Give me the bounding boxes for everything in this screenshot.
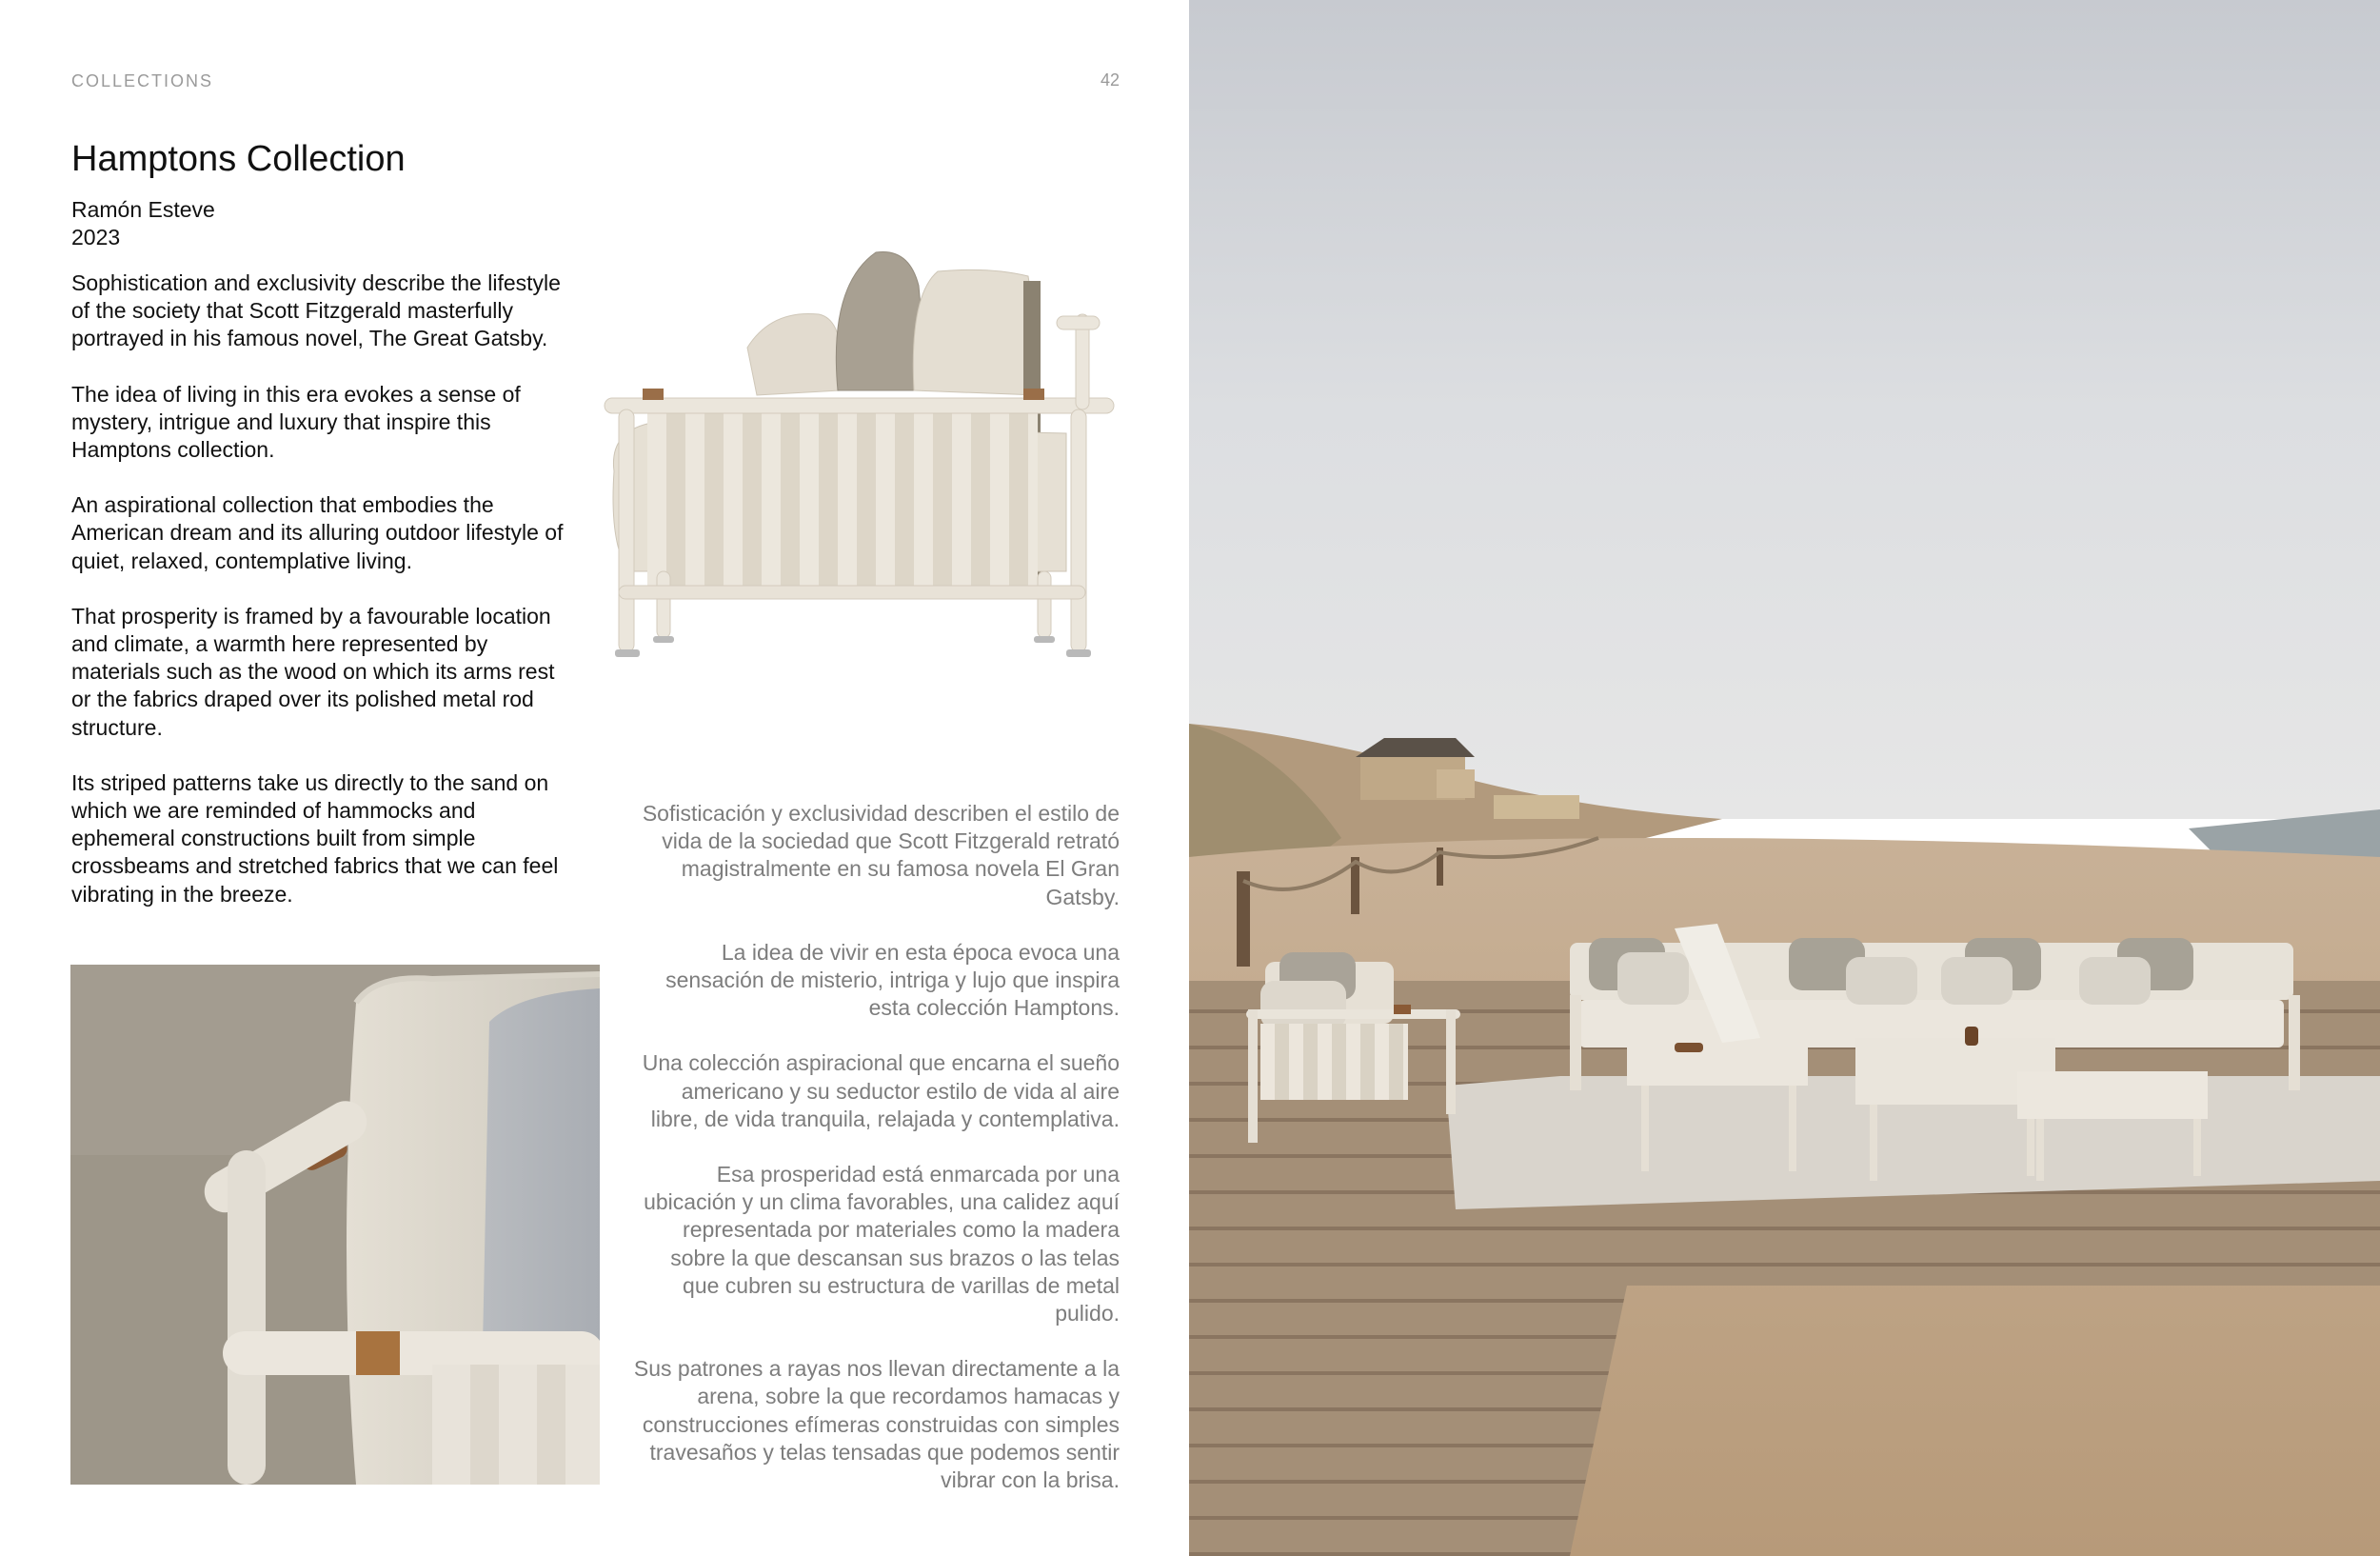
armchair-product-image bbox=[590, 229, 1123, 724]
english-paragraph: That prosperity is framed by a favourable location and climate, a warmth here represented by materials such as the wood on which its arms rest or the fabrics draped over its polished metal rod structure. bbox=[71, 603, 555, 740]
left-page bbox=[0, 0, 1189, 1556]
section-label: COLLECTIONS bbox=[71, 71, 214, 90]
designer-name: Ramón Esteve bbox=[71, 197, 215, 222]
spanish-paragraph: Esa prosperidad está enmarcada por una ubicación y un clima favorables, una calidez aquí representada por materiales como la madera sobre la que descansan sus brazos o las telas que cubren su estructura de varillas de metal pulido. bbox=[644, 1162, 1120, 1327]
english-description bbox=[71, 269, 566, 936]
page-number: 42 bbox=[1100, 70, 1120, 90]
spanish-paragraph: Sus patrones a rayas nos llevan directamente a la arena, sobre la que recordamos hamacas y construcciones efímeras construidas con simples travesaños y telas tensadas que podemos sentir vibrar con la brisa. bbox=[633, 1356, 1120, 1493]
english-paragraph: An aspirational collection that embodies the American dream and its alluring outdoor lifestyle of quiet, relaxed, contemplative living. bbox=[71, 492, 564, 573]
spanish-paragraph: Una colección aspiracional que encarna el sueño americano y su seductor estilo de vida al aire libre, de vida tranquila, relajada y contemplativa. bbox=[642, 1050, 1120, 1131]
spanish-paragraph: La idea de vivir en esta época evoca una sensación de misterio, intriga y lujo que inspira esta colección Hamptons. bbox=[665, 939, 1120, 1021]
spanish-description bbox=[633, 800, 1120, 1522]
english-paragraph: The idea of living in this era evokes a sense of mystery, intrigue and luxury that inspire this Hamptons collection. bbox=[71, 381, 521, 463]
english-paragraph: Its striped patterns take us directly to the sand on which we are reminded of hammocks and ephemeral constructions built from simple crossbeams and stretched fabrics that we can feel vibrating in the breeze. bbox=[71, 769, 559, 907]
collection-title: Hamptons Collection bbox=[71, 139, 406, 179]
collection-year: 2023 bbox=[71, 225, 121, 249]
beach-lounge-photo bbox=[1189, 0, 2380, 1556]
armchair-detail-photo bbox=[70, 965, 600, 1485]
spanish-paragraph: Sofisticación y exclusividad describen el estilo de vida de la sociedad que Scott Fitzgerald retrató magistralmente en su famosa novela El Gran Gatsby. bbox=[642, 801, 1120, 909]
english-paragraph: Sophistication and exclusivity describe the lifestyle of the society that Scott Fitzgerald masterfully portrayed in his famous novel, The Great Gatsby. bbox=[71, 270, 561, 351]
